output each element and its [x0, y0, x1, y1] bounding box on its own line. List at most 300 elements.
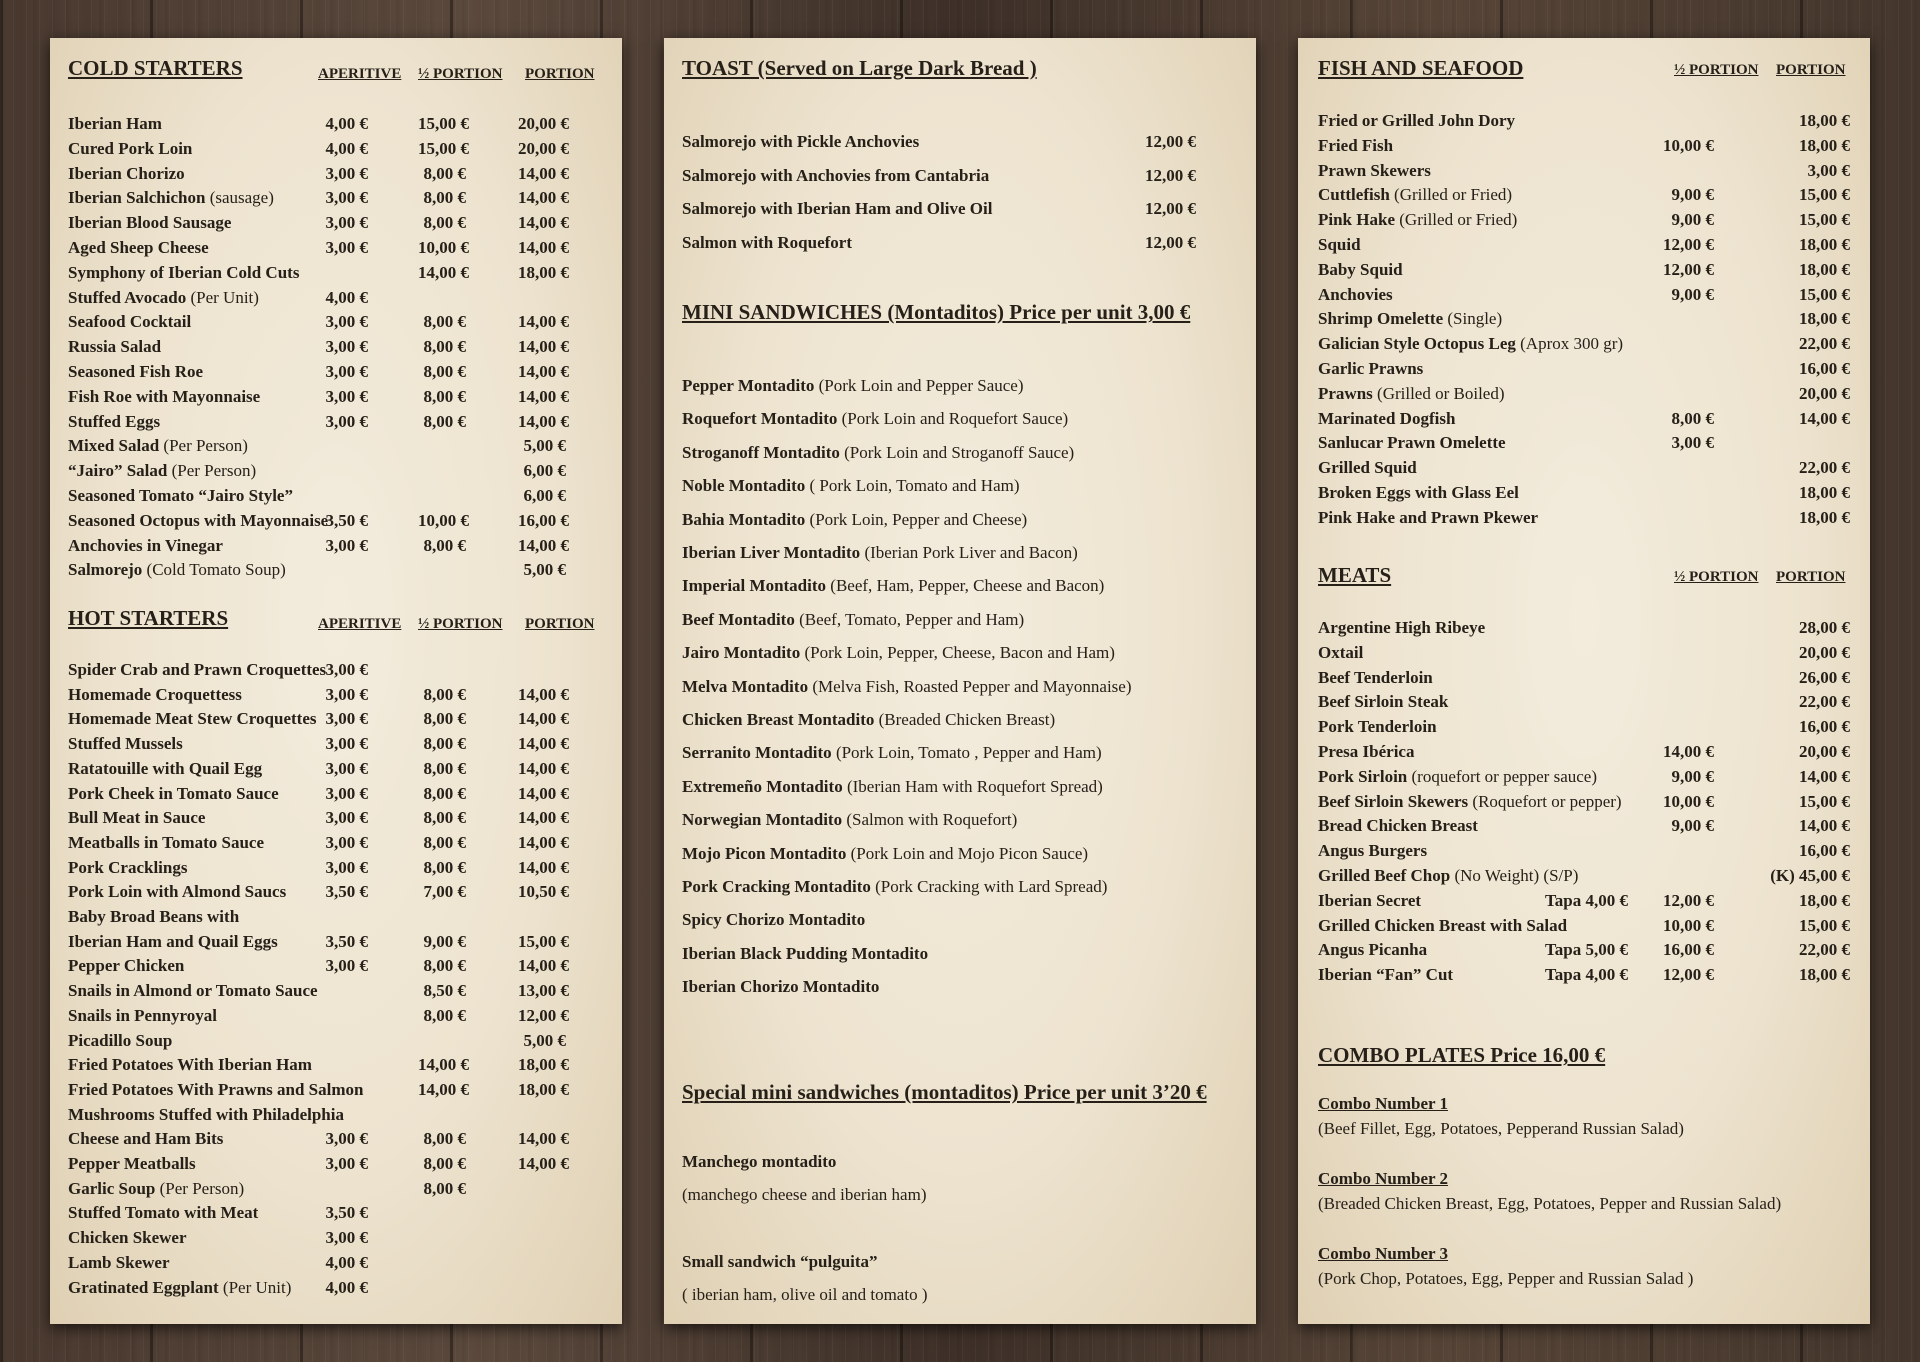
aperitive-price: 4,00 € [325, 1277, 368, 1297]
item-name-group [68, 932, 278, 952]
half-portion-price: 8,00 € [423, 535, 466, 555]
item-name-group [68, 858, 187, 878]
menu-item-row [68, 1203, 604, 1227]
portion-price: 14,00 € [518, 734, 569, 754]
toast-price: 12,00 € [1145, 132, 1196, 151]
aperitive-price: 3,00 € [325, 709, 368, 729]
portion-price: 16,00 € [1799, 717, 1850, 737]
item-name-group [68, 1006, 217, 1026]
item-name: Stuffed Mussels [68, 734, 183, 754]
montadito-desc: (Pork Loin and Mojo Picon Sauce) [850, 843, 1089, 863]
portion-price: 14,00 € [518, 163, 569, 183]
menu-item-row [68, 932, 604, 956]
aperitive-price: 3,00 € [325, 163, 368, 183]
portion-price: 14,00 € [518, 1129, 569, 1149]
montadito-name: Spicy Chorizo Montadito [682, 910, 866, 930]
menu-item-row [68, 1154, 604, 1178]
portion-price: 18,00 € [1799, 965, 1850, 985]
half-portion-price: 8,00 € [423, 832, 466, 852]
montadito-desc: (Salmon with Roquefort) [846, 810, 1018, 830]
portion-price: 14,00 € [518, 956, 569, 976]
montadito-name: Pepper Montadito [682, 376, 815, 395]
portion-price: 22,00 € [1799, 692, 1850, 712]
toast-price: 12,00 € [1145, 165, 1196, 185]
item-name-group [1318, 235, 1361, 255]
portion-price: 15,00 € [1799, 210, 1850, 230]
half-portion-price: 8,00 € [423, 1005, 466, 1025]
half-portion-price: 15,00 € [418, 138, 469, 158]
portion-price: 14,00 € [518, 238, 569, 257]
item-name-group [68, 238, 209, 258]
aperitive-price: 3,50 € [325, 510, 368, 530]
menu-item-row [68, 1179, 604, 1203]
item-name: Iberian Blood Sausage [68, 213, 232, 233]
portion-price: 14,00 € [1799, 766, 1850, 786]
montadito-group [682, 643, 1115, 663]
montadito-group [682, 810, 1017, 830]
portion-price: 14,00 € [518, 783, 569, 803]
portion-price: 14,00 € [518, 857, 569, 877]
special-name: Manchego montadito [682, 1152, 837, 1171]
item-name: Grilled Squid [1318, 458, 1417, 478]
item-name-group [68, 213, 231, 233]
menu-item-row [68, 1253, 604, 1277]
col-half-portion-meats: ½ PORTION [1674, 569, 1759, 585]
aperitive-price: 3,00 € [325, 337, 368, 357]
menu-item-row [68, 213, 604, 237]
half-portion-price: 12,00 € [1663, 259, 1714, 279]
montadito-desc: (Melva Fish, Roasted Pepper and Mayonnaise) [812, 676, 1132, 696]
item-name-group [68, 1129, 223, 1149]
item-name: Prawn Skewers [1318, 160, 1431, 180]
montadito-name: Iberian Liver Montadito [682, 543, 861, 562]
menu-item-row [68, 337, 604, 361]
aperitive-price: 3,50 € [325, 931, 368, 951]
item-note: (Roquefort or pepper) [1472, 791, 1622, 811]
montadito-desc: (Pork Loin, Tomato , Pepper and Ham) [835, 743, 1102, 763]
menu-item-row [68, 1278, 604, 1302]
item-name-group [68, 1278, 291, 1298]
half-portion-price: 14,00 € [1663, 742, 1714, 761]
menu-item-row [68, 387, 604, 411]
item-note: (sausage) [209, 188, 274, 208]
item-name-group [68, 1228, 187, 1248]
combo-desc: (Pork Chop, Potatoes, Egg, Pepper and Russian Salad ) [1318, 1269, 1694, 1288]
aperitive-price: 3,00 € [325, 1228, 368, 1248]
portion-price: 14,00 € [518, 188, 569, 208]
aperitive-price: 3,00 € [325, 1129, 368, 1149]
portion-price: 14,00 € [518, 362, 569, 381]
middle-menu-panel [664, 38, 1256, 1324]
item-name: Beef Tenderloin [1318, 667, 1433, 687]
menu-item-row [68, 1055, 604, 1079]
portion-price: 14,00 € [518, 386, 569, 406]
item-name: Bull Meat in Sauce [68, 808, 206, 828]
portion-price: 13,00 € [518, 981, 569, 1001]
montadito-group [682, 977, 879, 997]
menu-item-row [68, 981, 604, 1005]
menu-item-row [68, 362, 604, 386]
montadito-desc: (Pork Loin and Stroganoff Sauce) [844, 442, 1075, 462]
item-name: Homemade Meat Stew Croquettes [68, 709, 317, 729]
tapa-price: Tapa 5,00 € [1545, 940, 1628, 960]
item-name-group [1318, 668, 1433, 688]
fish-seafood-title: FISH AND SEAFOOD [1318, 56, 1524, 80]
aperitive-price: 4,00 € [325, 1252, 368, 1272]
portion-price: 20,00 € [1799, 383, 1850, 403]
item-name-group [68, 139, 192, 159]
portion-price: 18,00 € [1799, 259, 1850, 279]
half-portion-price: 8,00 € [423, 758, 466, 778]
montadito-name: Jairo Montadito [682, 643, 801, 663]
aperitive-price: 3,00 € [325, 857, 368, 877]
item-name-group [68, 1055, 312, 1075]
montadito-desc: (Pork Loin, Pepper and Cheese) [809, 509, 1028, 529]
portion-price: 20,00 € [518, 114, 569, 133]
portion-price: 6,00 € [523, 486, 566, 505]
item-name-group [1318, 866, 1578, 886]
half-portion-price: 9,00 € [1671, 816, 1714, 836]
menu-item-row [68, 808, 604, 832]
item-name: Garlic Soup [68, 1178, 156, 1198]
item-name-group [68, 1154, 196, 1174]
item-name-group [1318, 111, 1515, 131]
item-note: (Per Person) [159, 1178, 245, 1198]
item-name: Pork Cheek in Tomato Sauce [68, 783, 279, 803]
item-name: Seafood Cocktail [68, 312, 192, 332]
item-name: Marinated Dogfish [1318, 408, 1456, 428]
half-portion-price: 8,00 € [423, 362, 466, 381]
portion-price: 14,00 € [518, 758, 569, 778]
item-name-group [68, 1031, 172, 1051]
item-name: Stuffed Avocado [68, 287, 187, 307]
montadito-name: Extremeño Montadito [682, 776, 843, 796]
item-name-group [68, 907, 239, 927]
item-name: Salmorejo [68, 560, 143, 580]
half-portion-price: 8,50 € [423, 981, 466, 1001]
half-portion-price: 10,00 € [1663, 791, 1714, 811]
half-portion-price: 14,00 € [418, 1055, 469, 1075]
item-name-group [1318, 409, 1455, 429]
col-half-portion-hot: ½ PORTION [418, 616, 503, 632]
montadito-group [682, 376, 1024, 396]
item-name: Iberian Ham and Quail Eggs [68, 931, 278, 951]
portion-price: 14,00 € [1799, 408, 1850, 428]
montadito-group [682, 576, 1104, 596]
menu-item-row [68, 1105, 604, 1129]
portion-price: 15,00 € [1799, 915, 1850, 935]
item-name-group [68, 734, 183, 754]
item-name: Aged Sheep Cheese [68, 238, 209, 257]
item-note: (Per Unit) [190, 287, 259, 307]
menu-item-row [68, 511, 604, 535]
col-portion-meats: PORTION [1776, 569, 1846, 585]
item-name-group [68, 1203, 258, 1223]
item-name: Beef Sirloin Skewers [1318, 791, 1469, 811]
item-name: Spider Crab and Prawn Croquettes [68, 660, 327, 679]
item-name-group [68, 387, 260, 407]
half-portion-price: 16,00 € [1663, 940, 1714, 960]
portion-price: 28,00 € [1799, 618, 1850, 637]
montadito-desc: (Iberian Pork Liver and Bacon) [864, 543, 1078, 562]
menu-item-row [68, 882, 604, 906]
portion-price: 26,00 € [1799, 667, 1850, 687]
item-name: Presa Ibérica [1318, 742, 1415, 761]
half-portion-price: 10,00 € [1663, 135, 1714, 155]
item-name-group [1318, 965, 1453, 985]
item-name: Fried Potatoes With Iberian Ham [68, 1055, 312, 1075]
aperitive-price: 3,50 € [325, 1203, 368, 1223]
portion-price: 18,00 € [1799, 890, 1850, 910]
item-name: Chicken Skewer [68, 1228, 187, 1248]
item-name: Pink Hake [1318, 210, 1395, 230]
item-name-group [68, 412, 160, 432]
item-name: Iberian Salchichon [68, 188, 206, 208]
item-name: Shrimp Omelette [1318, 309, 1444, 329]
menu-item-row [68, 956, 604, 980]
item-name-group [68, 981, 318, 1001]
item-name: Pink Hake and Prawn Pkewer [1318, 507, 1539, 527]
menu-item-row [68, 907, 604, 931]
item-name-group [68, 833, 264, 853]
aperitive-price: 3,00 € [325, 956, 368, 976]
item-name-group [68, 436, 248, 456]
half-portion-price: 8,00 € [423, 188, 466, 208]
item-name-group [1318, 816, 1478, 836]
montadito-desc: (Pork Loin and Pepper Sauce) [818, 376, 1024, 395]
half-portion-price: 8,00 € [423, 684, 466, 704]
item-name-group [1318, 767, 1597, 787]
item-name: Grilled Chicken Breast with Salad [1318, 915, 1568, 935]
item-name-group [1318, 742, 1414, 762]
montadito-name: Iberian Chorizo Montadito [682, 977, 880, 997]
item-name: Meatballs in Tomato Sauce [68, 832, 264, 852]
montadito-group [682, 677, 1132, 697]
item-name: Pepper Meatballs [68, 1154, 196, 1173]
item-name-group [68, 709, 316, 729]
montadito-group [682, 476, 1020, 496]
right-menu-panel [1298, 38, 1870, 1324]
menu-item-row [68, 660, 604, 684]
item-name-group [1318, 792, 1622, 812]
half-portion-price: 12,00 € [1663, 890, 1714, 910]
item-name: Bread Chicken Breast [1318, 816, 1478, 836]
montadito-name: Mojo Picon Montadito [682, 843, 847, 863]
aperitive-price: 4,00 € [325, 138, 368, 158]
aperitive-price: 4,00 € [325, 287, 368, 307]
aperitive-price: 3,00 € [325, 213, 368, 233]
menu-item-row [68, 709, 604, 733]
montadito-desc: (Beef, Ham, Pepper, Cheese and Bacon) [830, 576, 1105, 596]
item-note: (Per Person) [163, 436, 248, 456]
item-name: Galician Style Octopus Leg [1318, 334, 1516, 354]
item-name: Snails in Almond or Tomato Sauce [68, 981, 318, 1001]
item-name-group [1318, 483, 1519, 503]
portion-price: 18,00 € [1799, 309, 1850, 329]
item-name: Pork Loin with Almond Saucs [68, 882, 287, 902]
item-name-group [68, 784, 279, 804]
menu-item-row [68, 1006, 604, 1030]
item-name: Pork Tenderloin [1318, 717, 1437, 737]
item-name: Cured Pork Loin [68, 138, 193, 158]
item-name-group [68, 660, 326, 680]
item-name-group [1318, 334, 1623, 354]
montadito-group [682, 610, 1024, 630]
half-portion-price: 15,00 € [418, 114, 469, 133]
portion-price: 14,00 € [518, 832, 569, 852]
item-name: Iberian Chorizo [68, 163, 185, 183]
portion-price: 20,00 € [518, 138, 569, 158]
half-portion-price: 8,00 € [423, 337, 466, 357]
montadito-name: Roquefort Montadito [682, 409, 838, 429]
item-note: (Per Unit) [222, 1277, 292, 1297]
toast-price: 12,00 € [1145, 232, 1196, 252]
toast-price: 12,00 € [1145, 199, 1196, 218]
item-name: Cheese and Ham Bits [68, 1129, 224, 1149]
item-name-group [68, 808, 205, 828]
menu-item-row [68, 412, 604, 436]
portion-price: 16,00 € [1799, 841, 1850, 861]
special-sandwiches-title: Special mini sandwiches (montaditos) Price per unit 3’20 € [682, 1080, 1207, 1104]
half-portion-price: 8,00 € [423, 386, 466, 406]
half-portion-price: 9,00 € [1671, 284, 1714, 304]
montadito-name: Chicken Breast Montadito [682, 710, 875, 729]
item-name: Seasoned Octopus with Mayonnaise [68, 510, 329, 530]
montadito-name: Noble Montadito [682, 476, 806, 496]
montadito-name: Melva Montadito [682, 676, 809, 696]
col-aperitive-hot: APERITIVE [318, 616, 402, 632]
portion-price: 14,00 € [1799, 816, 1850, 836]
item-name: Baby Broad Beans with [68, 907, 240, 926]
item-name: Mixed Salad [68, 436, 160, 456]
portion-price: 14,00 € [518, 535, 569, 555]
montadito-desc: (Pork Cracking with Lard Spread) [875, 877, 1108, 896]
portion-price: 18,00 € [518, 262, 569, 282]
item-name-group [1318, 384, 1505, 404]
montadito-group [682, 443, 1074, 463]
aperitive-price: 3,00 € [325, 832, 368, 852]
combo-desc: (Breaded Chicken Breast, Egg, Potatoes, Pepper and Russian Salad) [1318, 1194, 1782, 1213]
half-portion-price: 8,00 € [423, 808, 466, 828]
item-name: Grilled Beef Chop [1318, 866, 1451, 885]
item-name-group [68, 461, 256, 481]
item-name: Seasoned Fish Roe [68, 362, 204, 381]
item-note: (Cold Tomato Soup) [146, 560, 286, 580]
item-note: (Per Person) [171, 461, 257, 481]
item-name-group [68, 956, 184, 976]
montadito-name: Norwegian Montadito [682, 810, 843, 830]
portion-price: 18,00 € [518, 1055, 569, 1075]
item-name: Symphony of Iberian Cold Cuts [68, 262, 300, 282]
combo-name: Combo Number 1 [1318, 1094, 1449, 1113]
portion-price: 18,00 € [1799, 235, 1850, 254]
col-portion-fish: PORTION [1776, 62, 1846, 78]
portion-price: 16,00 € [1799, 359, 1850, 378]
item-name-group [1318, 210, 1517, 230]
item-name-group [1318, 285, 1393, 305]
toast-name: Salmon with Roquefort [682, 232, 853, 252]
item-note: (Aprox 300 gr) [1520, 334, 1624, 354]
portion-price: 22,00 € [1799, 458, 1850, 478]
item-name-group [68, 1179, 244, 1199]
montadito-desc: (Pork Loin, Pepper, Cheese, Bacon and Ham) [804, 643, 1115, 663]
half-portion-price: 8,00 € [423, 956, 466, 976]
item-name: Prawns [1318, 383, 1373, 403]
portion-price: 14,00 € [518, 213, 569, 233]
half-portion-price: 8,00 € [423, 213, 466, 233]
portion-price: 5,00 € [523, 560, 566, 580]
item-name: Mushrooms Stuffed with Philadelphia [68, 1104, 344, 1124]
item-name: Pork Cracklings [68, 857, 188, 877]
item-name: Stuffed Tomato with Meat [68, 1203, 259, 1223]
portion-price: 10,50 € [518, 882, 569, 902]
portion-price: 20,00 € [1799, 742, 1850, 761]
cold-starters-title: COLD STARTERS [68, 56, 243, 80]
portion-price: 14,00 € [518, 312, 569, 332]
item-name-group [68, 759, 262, 779]
item-name-group [68, 188, 274, 208]
item-name: Garlic Prawns [1318, 359, 1424, 378]
half-portion-price: 9,00 € [423, 931, 466, 951]
item-name-group [68, 1080, 363, 1100]
menu-item-row [68, 238, 604, 262]
item-note: (Grilled or Boiled) [1377, 383, 1505, 403]
hot-starters-title: HOT STARTERS [68, 606, 229, 630]
col-half-portion-fish: ½ PORTION [1674, 62, 1759, 78]
portion-price: 18,00 € [1799, 135, 1850, 155]
menu-item-row [68, 560, 604, 584]
portion-price: 14,00 € [518, 1154, 569, 1173]
special-desc: ( iberian ham, olive oil and tomato ) [682, 1285, 928, 1304]
item-name: Beef Sirloin Steak [1318, 692, 1449, 712]
menu-item-row [68, 114, 604, 138]
portion-price: 22,00 € [1799, 334, 1850, 354]
portion-price: 14,00 € [518, 337, 569, 357]
item-name: Iberian Secret [1318, 890, 1422, 910]
menu-item-row [68, 436, 604, 460]
portion-price: 5,00 € [523, 436, 566, 456]
item-name: Ratatouille with Quail Egg [68, 758, 263, 778]
item-name: Russia Salad [68, 337, 162, 357]
montadito-group [682, 409, 1068, 429]
item-name: “Jairo” Salad [68, 461, 168, 481]
col-half-portion: ½ PORTION [418, 66, 503, 82]
item-name-group [1318, 940, 1427, 960]
menu-item-row [68, 1031, 604, 1055]
aperitive-price: 3,00 € [325, 783, 368, 803]
item-name: Lamb Skewer [68, 1252, 170, 1272]
toast-name: Salmorejo with Anchovies from Cantabria [682, 165, 990, 185]
item-name: Oxtail [1318, 642, 1364, 662]
menu-item-row [68, 1129, 604, 1153]
portion-price: 3,00 € [1807, 160, 1850, 180]
col-aperitive: APERITIVE [318, 66, 402, 82]
half-portion-price: 9,00 € [1671, 766, 1714, 786]
tapa-price: Tapa 4,00 € [1545, 890, 1628, 910]
montadito-name: Iberian Black Pudding Montadito [682, 943, 929, 963]
item-name-group [1318, 841, 1427, 861]
special-desc: (manchego cheese and iberian ham) [682, 1185, 927, 1204]
special-name: Small sandwich “pulguita” [682, 1252, 878, 1271]
menu-item-row [68, 139, 604, 163]
item-name-group [1318, 717, 1437, 737]
menu-item-row [68, 1080, 604, 1104]
montadito-group [682, 877, 1107, 897]
menu-item-row [68, 288, 604, 312]
left-menu-panel [50, 38, 622, 1324]
toast-name: Salmorejo with Iberian Ham and Olive Oil [682, 199, 993, 218]
item-name: Argentine High Ribeye [1318, 618, 1486, 637]
